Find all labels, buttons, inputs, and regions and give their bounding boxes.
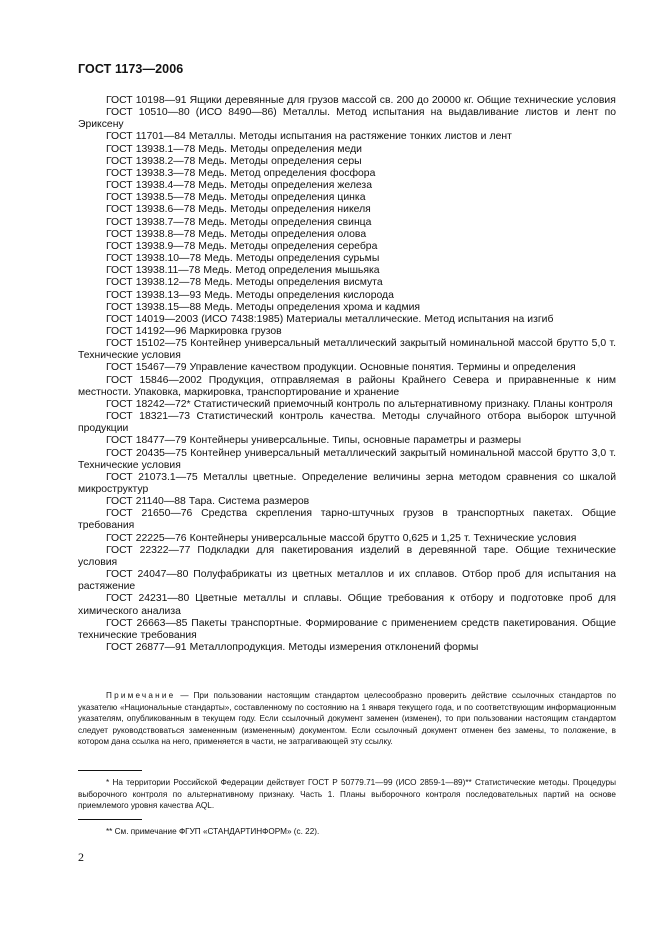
reference-item: ГОСТ 22225—76 Контейнеры универсальные массой брутто 0,625 и 1,25 т. Технические условия	[106, 532, 577, 544]
reference-item: ГОСТ 10510—80 (ИСО 8490—86) Металлы. Метод испытания на выдавливание листов и лент по Эриксену	[78, 107, 616, 131]
reference-item: ГОСТ 13938.10—78 Медь. Методы определения сурьмы	[106, 253, 380, 265]
note-paragraph	[78, 690, 616, 748]
footnote-divider	[78, 819, 142, 820]
page-header: ГОСТ 1173—2006	[78, 62, 184, 76]
reference-item: ГОСТ 13938.11—78 Медь. Метод определения мышьяка	[106, 265, 380, 277]
reference-item: ГОСТ 13938.13—93 Медь. Методы определения кислорода	[106, 289, 394, 301]
reference-item: ГОСТ 15467—79 Управление качеством продукции. Основные понятия. Термины и определения	[106, 362, 576, 374]
reference-item: ГОСТ 13938.3—78 Медь. Метод определения фосфора	[106, 167, 376, 179]
reference-item: ГОСТ 20435—75 Контейнер универсальный металлический закрытый номинальной массой брутто 3,0 т. Технические условия	[78, 447, 616, 471]
note-label: Примечание	[106, 691, 176, 700]
reference-item: ГОСТ 13938.7—78 Медь. Методы определения свинца	[106, 216, 372, 228]
reference-item: ГОСТ 13938.2—78 Медь. Методы определения серы	[106, 155, 362, 167]
reference-item: ГОСТ 11701—84 Металлы. Методы испытания на растяжение тонких листов и лент	[106, 131, 512, 143]
page-number: 2	[78, 850, 84, 864]
reference-item: ГОСТ 13938.6—78 Медь. Методы определения никеля	[106, 204, 371, 216]
reference-item: ГОСТ 22322—77 Подкладки для пакетирования изделий в деревянной таре. Общие технические условия	[78, 544, 616, 568]
footnote-divider	[78, 770, 142, 771]
reference-item: ГОСТ 15846—2002 Продукция, отправляемая в районы Крайнего Севера и приравненные к ним местности. Упаковка, маркировка, транспортирование и хранение	[78, 374, 616, 398]
reference-item: ГОСТ 13938.4—78 Медь. Методы определения железа	[106, 180, 372, 192]
normative-references-list	[78, 95, 616, 654]
reference-item: ГОСТ 13938.1—78 Медь. Методы определения меди	[106, 143, 362, 155]
reference-item: ГОСТ 13938.15—88 Медь. Методы определения хрома и кадмия	[106, 301, 421, 313]
reference-item: ГОСТ 21073.1—75 Металлы цветные. Определение величины зерна методом сравнения со шкалой микроструктур	[78, 471, 616, 495]
reference-item: ГОСТ 10198—91 Ящики деревянные для грузов массой св. 200 до 20000 кг. Общие технические условия	[106, 95, 616, 106]
reference-item: ГОСТ 13938.12—78 Медь. Методы определения висмута	[106, 277, 383, 289]
note-text: — При пользовании настоящим стандартом целесообразно проверить действие ссылочных стандартов по указателю «Национальные стандарты», составленному по состоянию на 1 января текущего года, и по соответствующим информационным указателям, опубликованным в текущем году. Если ссылочный документ заменен (изменен), то при пользовании настоящим стандартом следует руководствоваться замененным (измененным) документом. Если ссылочный документ отменен без замены, то положение, в котором дана ссылка на него, применяется в части, не затрагивающей эту ссылку.	[78, 691, 616, 747]
reference-item: ГОСТ 24047—80 Полуфабрикаты из цветных металлов и их сплавов. Отбор проб для испытания на растяжение	[78, 569, 616, 593]
reference-item: ГОСТ 13938.5—78 Медь. Методы определения цинка	[106, 192, 366, 204]
reference-item: ГОСТ 18477—79 Контейнеры универсальные. Типы, основные параметры и размеры	[106, 435, 522, 447]
reference-item: ГОСТ 18321—73 Статистический контроль качества. Методы случайного отбора выборок штучной продукции	[78, 411, 616, 435]
footnote-1: * На территории Российской Федерации действует ГОСТ Р 50779.71—99 (ИСО 2859-1—89)** Статистические методы. Процедуры выборочного контроля по альтернативному признаку. Часть 1. Планы выборочного контроля последовательных партий на основе приемлемого уровня качества AQL.	[78, 778, 616, 811]
reference-item: ГОСТ 14019—2003 (ИСО 7438:1985) Материалы металлические. Метод испытания на изгиб	[106, 313, 554, 325]
reference-item: ГОСТ 13938.8—78 Медь. Методы определения олова	[106, 228, 367, 240]
reference-item: ГОСТ 26663—85 Пакеты транспортные. Формирование с применением средств пакетирования. Общие технические требования	[78, 617, 616, 641]
reference-item: ГОСТ 18242—72* Статистический приемочный контроль по альтернативному признаку. Планы контроля	[106, 398, 613, 410]
reference-item: ГОСТ 21650—76 Средства скрепления тарно-штучных грузов в транспортных пакетах. Общие требования	[78, 508, 616, 532]
reference-item: ГОСТ 26877—91 Металлопродукция. Методы измерения отклонений формы	[106, 642, 479, 654]
reference-item: ГОСТ 14192—96 Маркировка грузов	[106, 325, 282, 337]
footnote-2: ** См. примечание ФГУП «СТАНДАРТИНФОРМ» (с. 22).	[106, 827, 320, 836]
reference-item: ГОСТ 21140—88 Тара. Система размеров	[106, 496, 310, 508]
reference-item: ГОСТ 13938.9—78 Медь. Методы определения серебра	[106, 240, 378, 252]
reference-item: ГОСТ 15102—75 Контейнер универсальный металлический закрытый номинальной массой брутто 5,0 т. Технические условия	[78, 338, 616, 362]
reference-item: ГОСТ 24231—80 Цветные металлы и сплавы. Общие требования к отбору и подготовке проб для химического анализа	[78, 593, 616, 617]
